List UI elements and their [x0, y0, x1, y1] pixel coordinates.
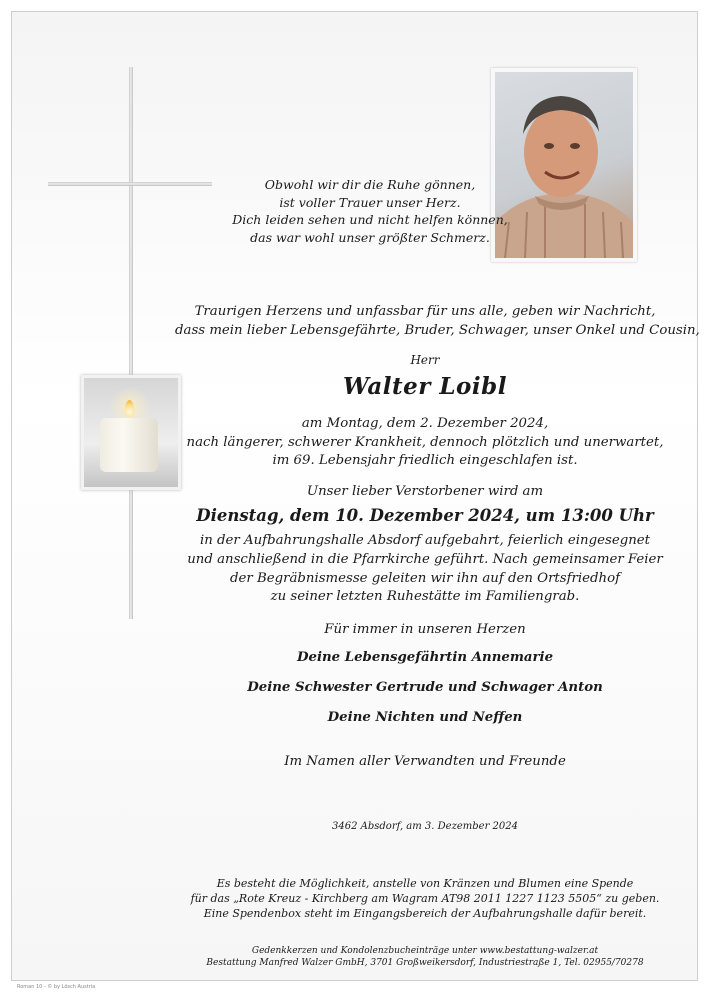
- poem-line: Obwohl wir dir die Ruhe gönnen,: [264, 177, 476, 192]
- intro-text: [175, 303, 700, 340]
- poem: [230, 176, 510, 246]
- relatives-text: Im Namen aller Verwandten und Freunde: [284, 754, 566, 769]
- ceremony-line: der Begräbnismesse geleiten wir ihn auf den Ortsfriedhof: [230, 570, 620, 586]
- donation-text: [175, 876, 675, 921]
- candle-body: [100, 418, 158, 472]
- footer-line: Gedenkkerzen und Kondolenzbucheinträge unter www.bestattung-walzer.at: [251, 946, 599, 956]
- poem-line: das war wohl unser größter Schmerz.: [250, 229, 490, 245]
- funeral-intro: Unser lieber Verstorbener wird am: [306, 484, 544, 499]
- forever-text: Für immer in unseren Herzen: [324, 622, 526, 637]
- ceremony-line: in der Aufbahrungshalle Absdorf aufgebahrt, feierlich eingesegnet: [200, 533, 650, 548]
- footer: [175, 945, 675, 969]
- death-line: am Montag, dem 2. Dezember 2024,: [301, 416, 549, 431]
- donation-line: für das „Rote Kreuz - Kirchberg am Wagram AT98 2011 1227 1123 5505“ zu geben.: [190, 892, 660, 905]
- family-member: Deine Nichten und Neffen: [327, 710, 523, 725]
- funeral-date: Dienstag, dem 10. Dezember 2024, um 13:00 Uhr: [196, 506, 654, 525]
- salutation: Herr: [410, 353, 440, 367]
- ceremony-text: [175, 532, 675, 607]
- place-date: 3462 Absdorf, am 3. Dezember 2024: [332, 821, 518, 832]
- death-line: im 69. Lebensjahr friedlich eingeschlafen ist.: [272, 453, 578, 468]
- footer-line: Bestattung Manfred Walzer GmbH, 3701 Großweikersdorf, Industriestraße 1, Tel. 02955/70278: [206, 958, 644, 968]
- family-member: Deine Schwester Gertrude und Schwager Anton: [247, 680, 603, 695]
- donation-line: Es besteht die Möglichkeit, anstelle von Kränzen und Blumen eine Spende: [216, 877, 634, 890]
- candle-icon: [81, 375, 181, 490]
- ceremony-line: und anschließend in die Pfarrkirche geführt. Nach gemeinsamer Feier: [187, 551, 663, 567]
- portrait-illustration: [495, 72, 633, 258]
- death-notice: [175, 415, 675, 471]
- ceremony-line: zu seiner letzten Ruhestätte im Familiengrab.: [270, 589, 580, 605]
- poem-line: ist voller Trauer unser Herz.: [279, 194, 461, 210]
- portrait-photo: [491, 68, 637, 262]
- intro-line: Traurigen Herzens und unfassbar für uns alle, geben wir Nachricht,: [194, 304, 656, 319]
- death-line: nach längerer, schwerer Krankheit, dennoch plötzlich und unerwartet,: [186, 434, 664, 450]
- intro-line: dass mein lieber Lebensgefährte, Bruder, Schwager, unser Onkel und Cousin,: [175, 322, 700, 338]
- family-member: Deine Lebensgefährtin Annemarie: [296, 650, 554, 665]
- credit-text: Roman 10 - © by Lösch Austria: [17, 984, 96, 990]
- donation-line: Eine Spendenbox steht im Eingangsbereich der Aufbahrungshalle dafür bereit.: [203, 907, 647, 920]
- cross-vertical-bar: [129, 67, 133, 619]
- deceased-name: Walter Loibl: [343, 373, 507, 400]
- candle-flame: [125, 400, 134, 417]
- cross-horizontal-bar: [48, 182, 212, 186]
- poem-line: Dich leiden sehen und nicht helfen können,: [232, 212, 508, 227]
